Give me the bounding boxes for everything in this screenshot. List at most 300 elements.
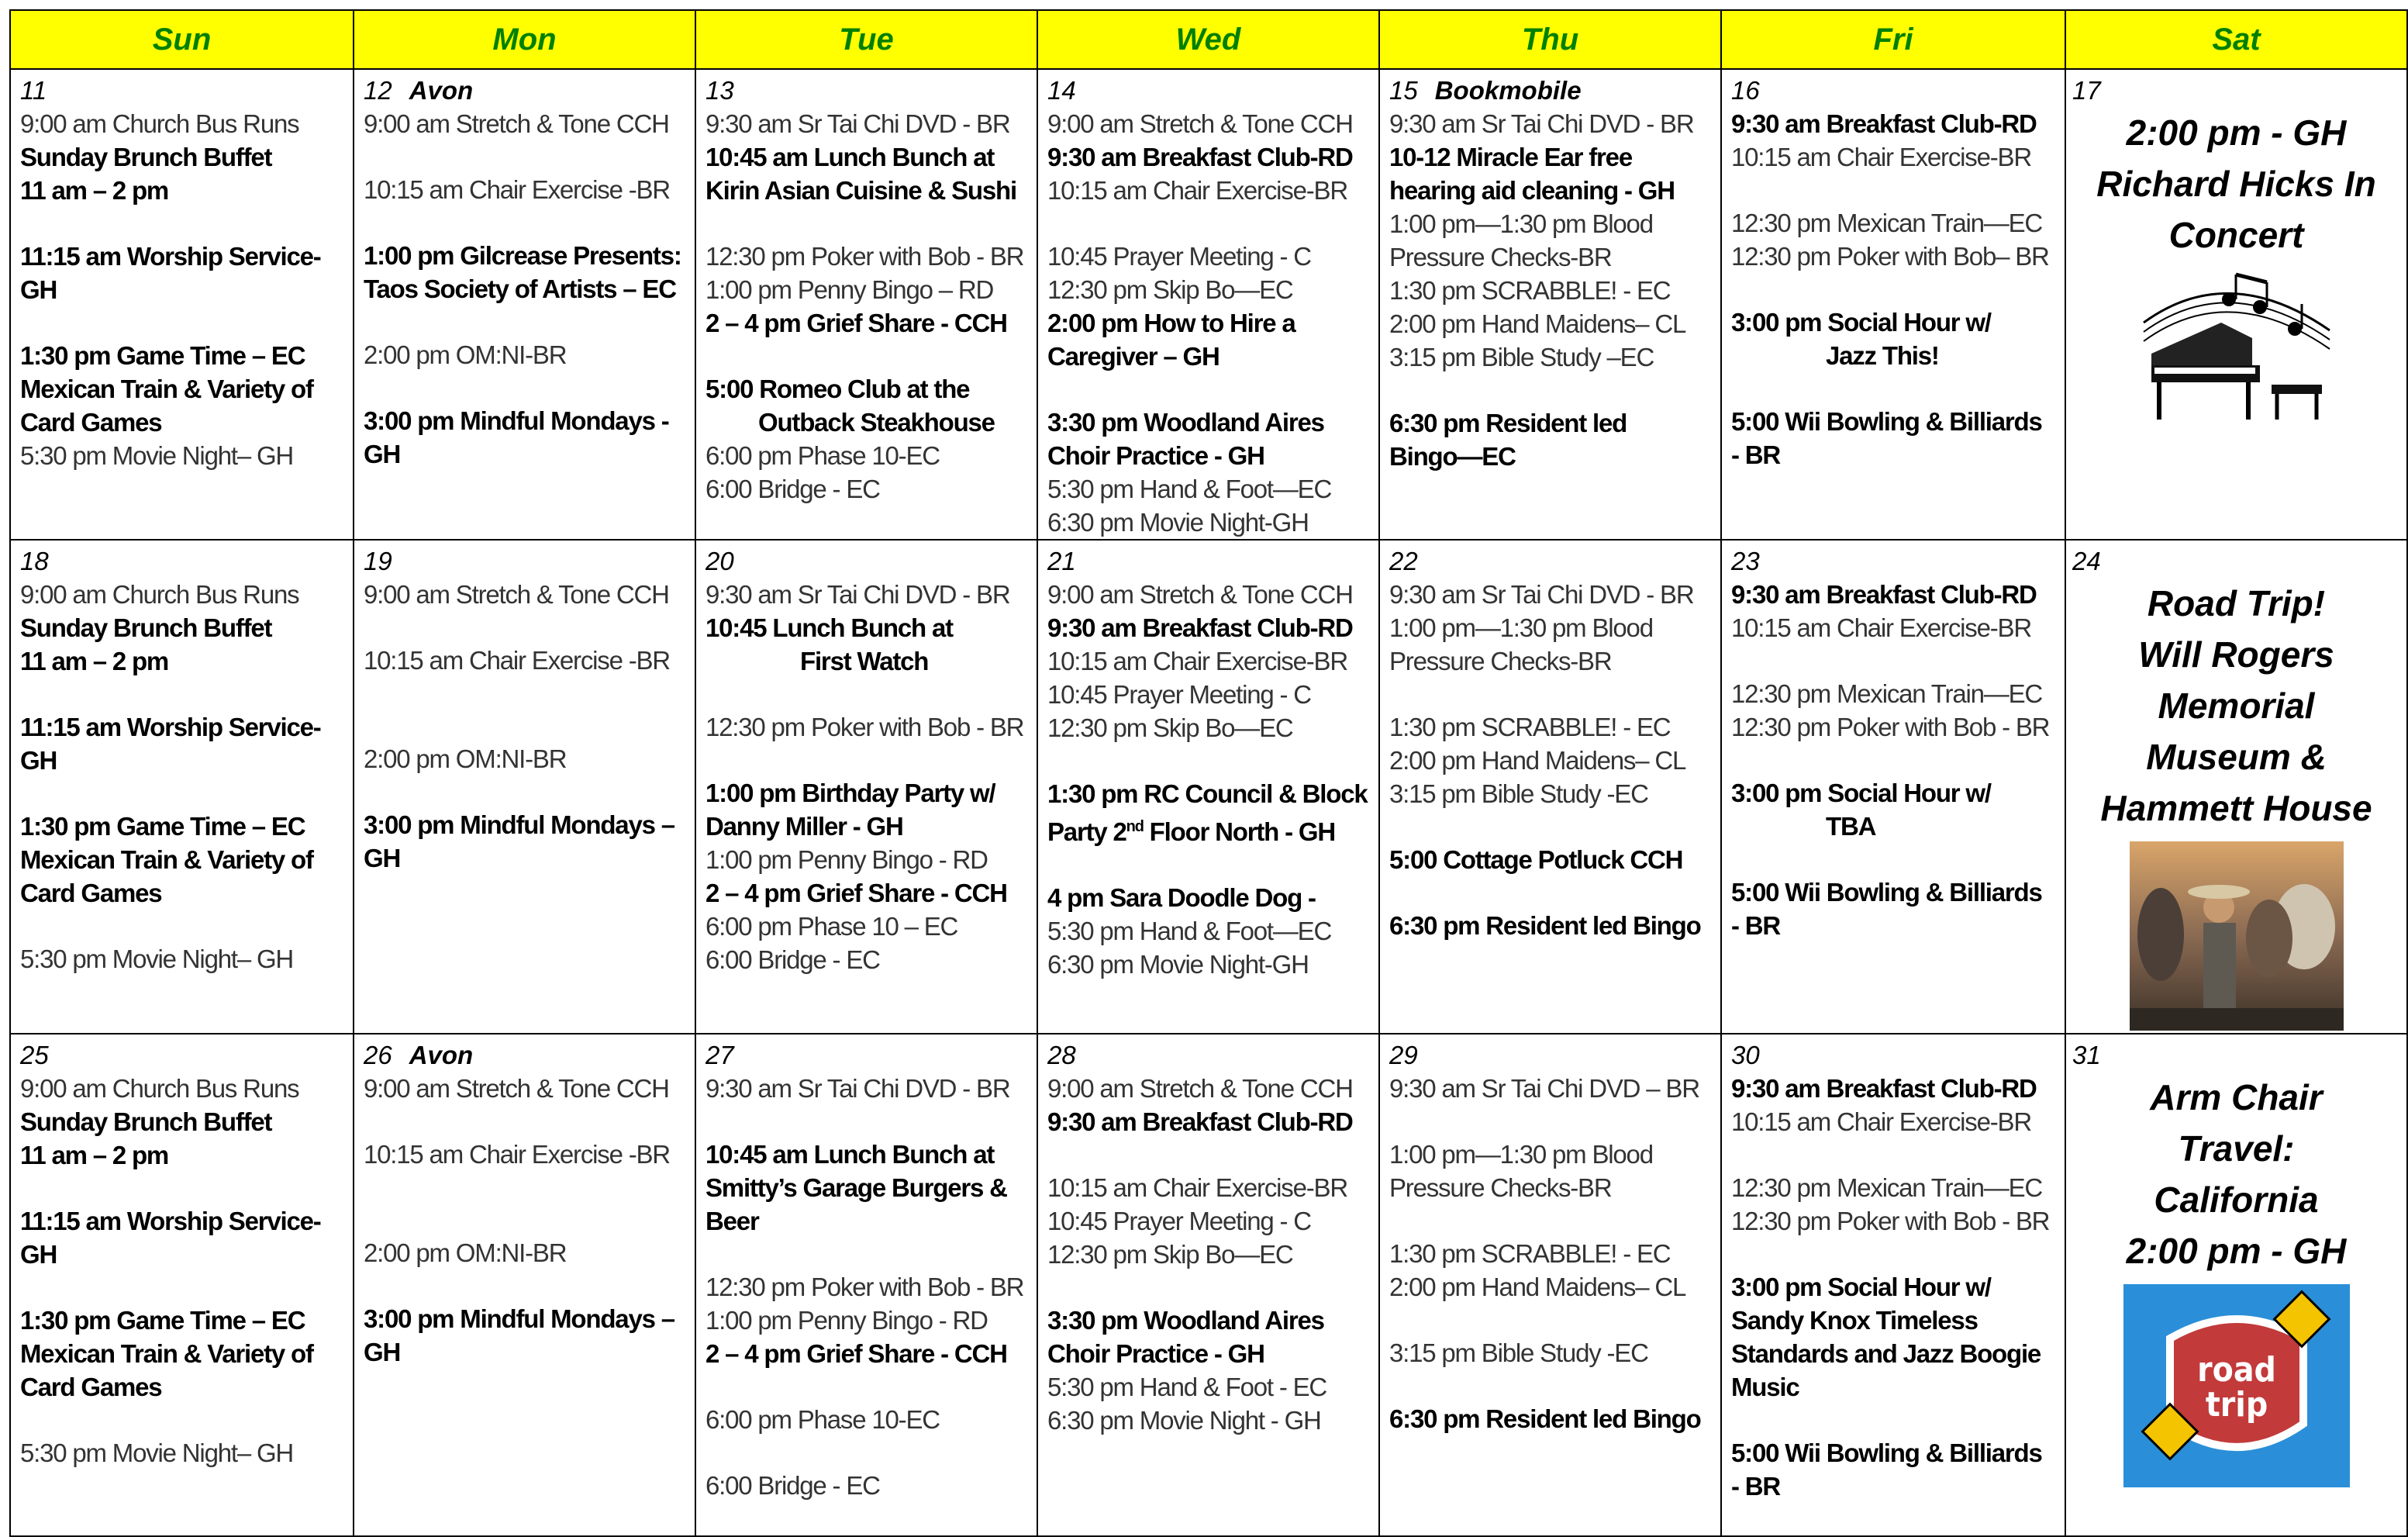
event-line: 6:00 pm Phase 10-EC xyxy=(705,441,940,470)
special-event-title: Concert xyxy=(2168,215,2304,255)
event-line: 6:30 pm Resident led xyxy=(1389,409,1627,437)
special-event-title: Museum & xyxy=(2146,737,2327,777)
event-line: 5:30 pm Movie Night– GH xyxy=(20,945,294,973)
day-number: 27 xyxy=(705,1041,734,1069)
day-number-row xyxy=(2072,545,2400,578)
spacer xyxy=(20,678,345,710)
day-cell-tue xyxy=(695,1034,1037,1537)
event-line: 11:15 am Worship Service- xyxy=(20,1207,321,1235)
spacer xyxy=(364,1269,687,1302)
spacer xyxy=(705,1370,1029,1403)
spacer xyxy=(20,1271,345,1304)
spacer xyxy=(1731,1404,2057,1436)
spacer xyxy=(1389,1204,1713,1237)
event-line: 2:00 pm OM:NI-BR xyxy=(364,1238,567,1267)
week-row xyxy=(9,70,2408,541)
event-line: 9:30 am Breakfast Club-RD xyxy=(1047,143,1353,171)
svg-text:road: road xyxy=(2196,1350,2276,1390)
day-number: 22 xyxy=(1389,547,1418,575)
event-line: 12:30 pm Poker with Bob - BR xyxy=(705,1273,1024,1301)
event-line: 11 am – 2 pm xyxy=(20,1141,169,1169)
spacer xyxy=(1389,374,1713,406)
spacer xyxy=(1731,372,2057,405)
spacer xyxy=(1389,1304,1713,1336)
special-event-title: 2:00 pm - GH xyxy=(2126,112,2347,153)
event-line: GH xyxy=(364,1338,401,1366)
event-line: 10:45 Prayer Meeting - C xyxy=(1047,242,1311,271)
event-line: 12:30 pm Mexican Train—EC xyxy=(1731,679,2043,708)
calendar xyxy=(9,9,2408,1537)
day-number-row xyxy=(705,545,1029,578)
event-line: 6:30 pm Movie Night-GH xyxy=(1047,508,1309,537)
day-number: 30 xyxy=(1731,1041,1760,1069)
event-line: 10:15 am Chair Exercise -BR xyxy=(364,1140,670,1169)
special-event-title: Will Rogers xyxy=(2138,634,2334,675)
event-line: 10:15 am Chair Exercise-BR xyxy=(1731,1107,2031,1136)
event-line: 10:15 am Chair Exercise-BR xyxy=(1047,176,1347,205)
event-line: Pressure Checks-BR xyxy=(1389,647,1612,675)
spacer xyxy=(1731,1138,2057,1171)
day-cell-mon xyxy=(353,1034,695,1537)
event-picture xyxy=(2072,841,2400,1034)
day-number: 16 xyxy=(1731,76,1760,105)
event-line: Choir Practice - GH xyxy=(1047,441,1264,470)
event-line: 10:45 Prayer Meeting - C xyxy=(1047,680,1311,709)
event-line: Caregiver – GH xyxy=(1047,342,1220,371)
event-line: 3:00 pm Social Hour w/ xyxy=(1731,1273,1991,1301)
event-line: - BR xyxy=(1731,911,1781,940)
event-line: Pressure Checks-BR xyxy=(1389,1173,1612,1202)
spacer xyxy=(1389,678,1713,710)
event-line: 5:30 pm Hand & Foot - EC xyxy=(1047,1373,1327,1401)
spacer xyxy=(1047,373,1371,406)
spacer xyxy=(364,611,687,644)
spacer xyxy=(364,1171,687,1204)
day-tag: Avon xyxy=(409,1041,474,1069)
event-line: 3:30 pm Woodland Aires xyxy=(1047,408,1324,437)
event-line: 2 – 4 pm Grief Share - CCH xyxy=(705,879,1007,907)
event-line: 9:30 am Breakfast Club-RD xyxy=(1731,1074,2037,1103)
event-line: 9:30 am Breakfast Club-RD xyxy=(1731,109,2037,138)
event-line: GH xyxy=(20,746,57,775)
day-number-row xyxy=(705,1039,1029,1072)
event-line: 2 – 4 pm Grief Share - CCH xyxy=(705,1339,1007,1368)
event-line: Card Games xyxy=(20,408,162,437)
day-number-row xyxy=(1389,545,1713,578)
event-line: 12:30 pm Skip Bo—EC xyxy=(1047,275,1293,304)
weekday-header-row xyxy=(9,9,2408,70)
spacer xyxy=(1731,644,2057,677)
event-line: 2 – 4 pm Grief Share - CCH xyxy=(705,309,1007,337)
piano-music-notes-icon xyxy=(2136,268,2337,423)
day-tag: Bookmobile xyxy=(1434,76,1582,105)
event-line: 10:15 am Chair Exercise-BR xyxy=(1731,143,2031,171)
event-line: 5:30 pm Hand & Foot—EC xyxy=(1047,475,1332,503)
event-line: 3:00 pm Social Hour w/ xyxy=(1731,779,1991,807)
event-line: hearing aid cleaning - GH xyxy=(1389,176,1675,205)
event-line: 9:30 am Sr Tai Chi DVD - BR xyxy=(705,1074,1010,1103)
event-line: 5:00 Cottage Potluck CCH xyxy=(1389,845,1683,874)
event-line: 9:30 am Breakfast Club-RD xyxy=(1047,613,1353,642)
day-cell-tue xyxy=(695,541,1037,1034)
day-cell-sun xyxy=(9,1034,353,1537)
event-line: 6:30 pm Movie Night - GH xyxy=(1047,1406,1321,1435)
event-line: 11 am – 2 pm xyxy=(20,647,169,675)
special-event-title: California xyxy=(2154,1180,2319,1220)
day-number: 26 xyxy=(364,1041,392,1069)
event-line: 9:00 am Stretch & Tone CCH xyxy=(364,580,669,609)
event-line: 2:00 pm OM:NI-BR xyxy=(364,340,567,369)
event-line: 12:30 pm Poker with Bob - BR xyxy=(705,713,1024,741)
day-number: 25 xyxy=(20,1041,49,1069)
event-line: 12:30 pm Poker with Bob - BR xyxy=(705,242,1024,271)
event-line: 6:00 pm Phase 10 – EC xyxy=(705,912,958,941)
spacer xyxy=(364,306,687,338)
event-line: 1:00 pm—1:30 pm Blood xyxy=(1389,209,1653,238)
event-line: Sunday Brunch Buffet xyxy=(20,613,272,642)
event-line: 9:30 am Sr Tai Chi DVD – BR xyxy=(1389,1074,1699,1103)
event-line: 1:30 pm SCRABBLE! - EC xyxy=(1389,1239,1671,1268)
day-number-row xyxy=(1047,545,1371,578)
day-number-row xyxy=(20,1039,345,1072)
event-line: 5:00 Wii Bowling & Billiards xyxy=(1731,878,2042,907)
event-line: GH xyxy=(20,1240,57,1269)
spacer xyxy=(20,1172,345,1204)
day-number-row xyxy=(1731,1039,2057,1072)
weekday-header-sat: Sat xyxy=(2065,9,2408,70)
event-line: 3:15 pm Bible Study –EC xyxy=(1389,343,1654,371)
event-line: 6:00 Bridge - EC xyxy=(705,475,880,503)
spacer xyxy=(705,744,1029,776)
weekday-header-sun: Sun xyxy=(9,9,353,70)
spacer xyxy=(20,777,345,810)
event-line: Kirin Asian Cuisine & Sushi xyxy=(705,176,1016,205)
event-line: Card Games xyxy=(20,1373,162,1401)
spacer xyxy=(1731,843,2057,876)
event-line: Card Games xyxy=(20,879,162,907)
spacer xyxy=(705,1436,1029,1469)
event-picture xyxy=(2072,268,2400,427)
day-number: 13 xyxy=(705,76,734,105)
event-line: 9:00 am Church Bus Runs xyxy=(20,580,299,609)
event-line: 1:30 pm SCRABBLE! - EC xyxy=(1389,276,1671,305)
spacer xyxy=(1047,207,1371,240)
event-line: 1:30 pm SCRABBLE! - EC xyxy=(1389,713,1671,741)
horses-painting-image xyxy=(2130,841,2344,1031)
spacer xyxy=(705,678,1029,710)
event-line: 12:30 pm Poker with Bob - BR xyxy=(1731,1207,2050,1235)
event-line: Choir Practice - GH xyxy=(1047,1339,1264,1368)
event-line: 9:00 am Stretch & Tone CCH xyxy=(364,1074,669,1103)
spacer xyxy=(1389,810,1713,843)
special-event-title: Hammett House xyxy=(2100,788,2372,828)
spacer xyxy=(364,371,687,404)
event-line: 6:30 pm Resident led Bingo xyxy=(1389,1404,1701,1433)
event-line: First Watch xyxy=(800,647,929,675)
event-line: Mexican Train & Variety of xyxy=(20,375,313,403)
special-event-title: Memorial xyxy=(2158,686,2315,726)
day-number: 29 xyxy=(1389,1041,1418,1069)
event-line: 1:00 pm—1:30 pm Blood xyxy=(1389,613,1653,642)
event-line: Beer xyxy=(705,1207,759,1235)
event-line: 10:45 am Lunch Bunch at xyxy=(705,143,995,171)
spacer xyxy=(1389,876,1713,909)
day-number-row xyxy=(1731,545,2057,578)
event-line: 2:00 pm Hand Maidens– CL xyxy=(1389,1273,1686,1301)
week-row xyxy=(9,541,2408,1034)
event-line: 3:15 pm Bible Study -EC xyxy=(1389,779,1648,808)
event-line: Party 2nd Floor North - GH xyxy=(1047,817,1335,846)
spacer xyxy=(705,340,1029,372)
day-number-row xyxy=(20,74,345,107)
road-trip-sign-image xyxy=(2123,1284,2350,1487)
event-line: Jazz This! xyxy=(1826,341,1939,370)
day-number-row xyxy=(364,545,687,578)
event-line: 5:30 pm Movie Night– GH xyxy=(20,1439,294,1467)
event-line: 9:30 am Sr Tai Chi DVD - BR xyxy=(705,109,1010,138)
day-cell-wed xyxy=(1037,1034,1378,1537)
event-line: 12:30 pm Poker with Bob– BR xyxy=(1731,242,2049,271)
spacer xyxy=(20,1404,345,1436)
day-number-row xyxy=(1731,74,2057,107)
spacer xyxy=(1731,744,2057,776)
event-line: Smitty’s Garage Burgers & xyxy=(705,1173,1007,1202)
day-cell-thu xyxy=(1378,70,1720,541)
spacer xyxy=(364,677,687,710)
spacer xyxy=(1389,1369,1713,1402)
spacer xyxy=(705,1105,1029,1138)
day-cell-fri xyxy=(1720,1034,2065,1537)
event-line: Music xyxy=(1731,1373,1799,1401)
day-number-row xyxy=(364,1039,687,1072)
event-line: 2:00 pm OM:NI-BR xyxy=(364,744,567,773)
spacer xyxy=(1047,744,1371,777)
spacer xyxy=(1389,1105,1713,1138)
spacer xyxy=(364,710,687,742)
special-event-title: Richard Hicks In xyxy=(2096,164,2376,204)
spacer xyxy=(364,1105,687,1138)
event-line: Bingo—EC xyxy=(1389,442,1516,471)
event-line: 2:00 pm Hand Maidens– CL xyxy=(1389,309,1686,338)
spacer xyxy=(364,775,687,808)
spacer xyxy=(20,207,345,240)
event-line: Sandy Knox Timeless xyxy=(1731,1306,1978,1335)
event-line: 5:00 Romeo Club at the xyxy=(705,375,970,403)
day-number: 28 xyxy=(1047,1041,1076,1069)
day-cell-sat xyxy=(2065,1034,2408,1537)
event-line: 11:15 am Worship Service- xyxy=(20,242,321,271)
event-line: 1:00 pm—1:30 pm Blood xyxy=(1389,1140,1653,1169)
event-line: 1:30 pm Game Time – EC xyxy=(20,341,305,370)
event-line: Danny Miller - GH xyxy=(705,812,903,841)
event-line: 10:15 am Chair Exercise-BR xyxy=(1731,613,2031,642)
day-cell-thu xyxy=(1378,541,1720,1034)
event-line: 3:30 pm Woodland Aires xyxy=(1047,1306,1324,1335)
spacer xyxy=(20,306,345,339)
event-line: 3:00 pm Social Hour w/ xyxy=(1731,308,1991,337)
weekday-header-fri: Fri xyxy=(1720,9,2065,70)
event-line: 12:30 pm Skip Bo—EC xyxy=(1047,1240,1293,1269)
day-number: 18 xyxy=(20,547,49,575)
event-line: 10:45 Prayer Meeting - C xyxy=(1047,1207,1311,1235)
event-line: 5:00 Wii Bowling & Billiards xyxy=(1731,1439,2042,1467)
event-line: 10:45 am Lunch Bunch at xyxy=(705,1140,995,1169)
event-line: 2:00 pm Hand Maidens– CL xyxy=(1389,746,1686,775)
event-line: 10:15 am Chair Exercise-BR xyxy=(1047,1173,1347,1202)
day-number-row xyxy=(1389,1039,1713,1072)
event-line: 1:00 pm Penny Bingo – RD xyxy=(705,275,994,304)
event-line: - BR xyxy=(1731,440,1781,469)
event-line: 6:00 Bridge - EC xyxy=(705,945,880,974)
special-event-title: Road Trip! xyxy=(2147,583,2326,623)
event-line: 9:30 am Breakfast Club-RD xyxy=(1047,1107,1353,1136)
day-cell-wed xyxy=(1037,70,1378,541)
spacer xyxy=(364,140,687,173)
event-line: Sunday Brunch Buffet xyxy=(20,1107,272,1136)
day-number: 15 xyxy=(1389,76,1418,105)
event-line: 2:00 pm How to Hire a xyxy=(1047,309,1295,337)
event-line: GH xyxy=(364,440,401,468)
weekday-header-thu: Thu xyxy=(1378,9,1720,70)
day-number-row xyxy=(2072,1039,2400,1072)
day-cell-sat xyxy=(2065,541,2408,1034)
day-cell-sat xyxy=(2065,70,2408,541)
spacer xyxy=(364,1204,687,1236)
day-number-row xyxy=(20,545,345,578)
day-number: 24 xyxy=(2072,547,2101,575)
event-line: 9:30 am Breakfast Club-RD xyxy=(1731,580,2037,609)
spacer xyxy=(1731,1238,2057,1270)
event-line: 5:30 pm Hand & Foot—EC xyxy=(1047,917,1332,945)
event-line: 4 pm Sara Doodle Dog - xyxy=(1047,883,1316,912)
day-number: 14 xyxy=(1047,76,1076,105)
event-picture xyxy=(2072,1284,2400,1491)
event-line: Pressure Checks-BR xyxy=(1389,243,1612,271)
event-line: TBA xyxy=(1826,812,1876,841)
event-line: 10:15 am Chair Exercise -BR xyxy=(364,646,670,675)
day-number: 17 xyxy=(2072,76,2101,105)
day-cell-sun xyxy=(9,70,353,541)
event-line: 10-12 Miracle Ear free xyxy=(1389,143,1632,171)
event-line: 1:30 pm RC Council & Block xyxy=(1047,779,1368,808)
day-number: 12 xyxy=(364,76,392,105)
day-number: 20 xyxy=(705,547,734,575)
day-number-row xyxy=(1047,74,1371,107)
event-line: 9:30 am Sr Tai Chi DVD - BR xyxy=(705,580,1010,609)
spacer xyxy=(20,910,345,942)
event-line: 6:00 Bridge - EC xyxy=(705,1471,880,1500)
event-line: Standards and Jazz Boogie xyxy=(1731,1339,2041,1368)
svg-text:trip: trip xyxy=(2205,1385,2268,1425)
special-event-title: Travel: xyxy=(2178,1128,2295,1169)
event-line: 12:30 pm Mexican Train—EC xyxy=(1731,1173,2043,1202)
week-row xyxy=(9,1034,2408,1537)
spacer xyxy=(1731,273,2057,306)
event-line: 1:30 pm Game Time – EC xyxy=(20,1306,305,1335)
event-line: 5:30 pm Movie Night– GH xyxy=(20,441,294,470)
event-line: 10:15 am Chair Exercise-BR xyxy=(1047,647,1347,675)
event-line: Mexican Train & Variety of xyxy=(20,1339,313,1368)
spacer xyxy=(705,207,1029,240)
weekday-header-wed: Wed xyxy=(1037,9,1378,70)
event-line: - BR xyxy=(1731,1472,1781,1501)
day-cell-thu xyxy=(1378,1034,1720,1537)
event-line: 1:30 pm Game Time – EC xyxy=(20,812,305,841)
spacer xyxy=(364,206,687,239)
event-line: 6:00 pm Phase 10-EC xyxy=(705,1405,940,1434)
event-line: 1:00 pm Penny Bingo - RD xyxy=(705,845,988,874)
special-event-title: Arm Chair xyxy=(2150,1077,2323,1117)
event-line: Outback Steakhouse xyxy=(758,408,995,437)
day-number: 19 xyxy=(364,547,392,575)
event-line: Mexican Train & Variety of xyxy=(20,845,313,874)
day-number-row xyxy=(705,74,1029,107)
spacer xyxy=(1047,1271,1371,1304)
event-line: 1:00 pm Penny Bingo - RD xyxy=(705,1306,988,1335)
event-line: 10:15 am Chair Exercise -BR xyxy=(364,175,670,204)
day-number-row xyxy=(2072,74,2400,107)
day-cell-fri xyxy=(1720,541,2065,1034)
event-line: 11:15 am Worship Service- xyxy=(20,713,321,741)
event-line: 6:30 pm Resident led Bingo xyxy=(1389,911,1701,940)
event-line: 5:00 Wii Bowling & Billiards xyxy=(1731,407,2042,436)
event-line: 9:00 am Stretch & Tone CCH xyxy=(1047,109,1353,138)
event-line: 6:30 pm Movie Night-GH xyxy=(1047,950,1309,979)
event-line: 3:00 pm Mindful Mondays – xyxy=(364,810,674,839)
day-number-row xyxy=(1047,1039,1371,1072)
day-cell-sun xyxy=(9,541,353,1034)
weekday-header-tue: Tue xyxy=(695,9,1037,70)
event-line: 9:00 am Church Bus Runs xyxy=(20,109,299,138)
special-event-title: 2:00 pm - GH xyxy=(2126,1231,2347,1271)
event-line: GH xyxy=(364,844,401,872)
event-line: 11 am – 2 pm xyxy=(20,176,169,205)
day-number-row xyxy=(364,74,687,107)
event-line: 9:00 am Stretch & Tone CCH xyxy=(364,109,669,138)
spacer xyxy=(705,1238,1029,1270)
spacer xyxy=(1047,848,1371,881)
event-line: 3:00 pm Mindful Mondays - xyxy=(364,406,669,435)
event-line: 12:30 pm Poker with Bob - BR xyxy=(1731,713,2050,741)
event-line: 3:15 pm Bible Study -EC xyxy=(1389,1338,1648,1367)
day-cell-mon xyxy=(353,541,695,1034)
event-line: 10:45 Lunch Bunch at xyxy=(705,613,953,642)
day-cell-fri xyxy=(1720,70,2065,541)
event-line: 1:00 pm Gilcrease Presents: xyxy=(364,241,681,270)
day-number: 23 xyxy=(1731,547,1760,575)
day-tag: Avon xyxy=(409,76,474,105)
day-number: 11 xyxy=(20,76,47,105)
event-line: 9:00 am Church Bus Runs xyxy=(20,1074,299,1103)
event-line: 12:30 pm Mexican Train—EC xyxy=(1731,209,2043,237)
day-cell-tue xyxy=(695,70,1037,541)
weekday-header-mon: Mon xyxy=(353,9,695,70)
event-line: 3:00 pm Mindful Mondays – xyxy=(364,1304,674,1333)
day-number-row xyxy=(1389,74,1713,107)
day-number: 31 xyxy=(2072,1041,2101,1069)
event-line: 9:30 am Sr Tai Chi DVD - BR xyxy=(1389,109,1694,138)
event-line: 1:00 pm Birthday Party w/ xyxy=(705,779,995,807)
event-line: GH xyxy=(20,275,57,304)
event-line: Taos Society of Artists – EC xyxy=(364,275,676,303)
day-number: 21 xyxy=(1047,547,1076,575)
event-line: 9:00 am Stretch & Tone CCH xyxy=(1047,1074,1353,1103)
event-line: 9:00 am Stretch & Tone CCH xyxy=(1047,580,1353,609)
event-line: 9:30 am Sr Tai Chi DVD - BR xyxy=(1389,580,1694,609)
event-line: 12:30 pm Skip Bo—EC xyxy=(1047,713,1293,742)
day-cell-wed xyxy=(1037,541,1378,1034)
event-line: Sunday Brunch Buffet xyxy=(20,143,272,171)
